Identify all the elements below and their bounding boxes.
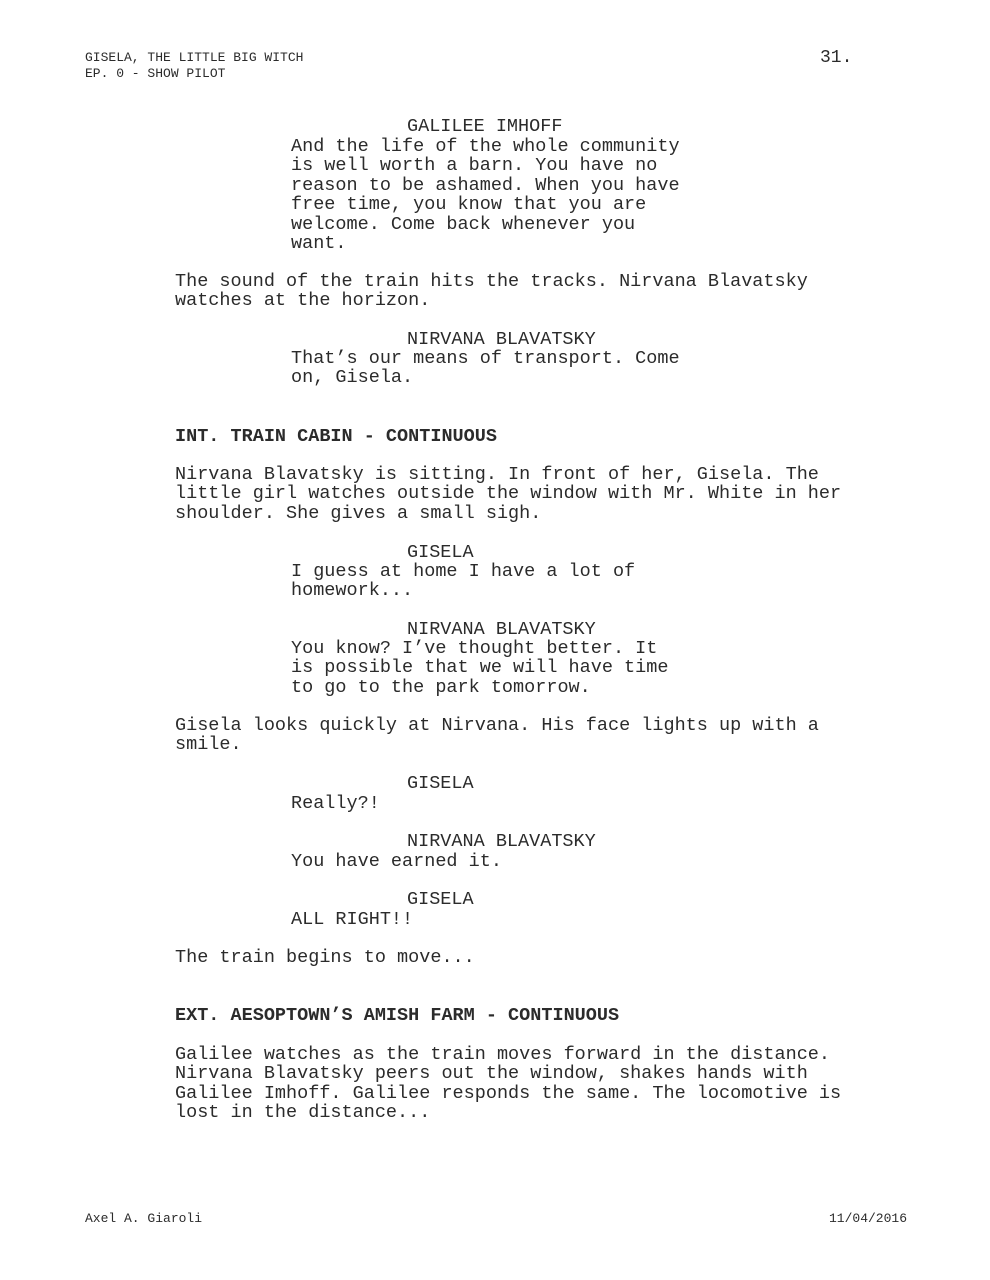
character-name: GISELA bbox=[407, 773, 474, 794]
action-line: The sound of the train hits the tracks. Nirvana Blavatsky watches at the horizon. bbox=[175, 271, 808, 312]
dialogue: ALL RIGHT!! bbox=[291, 909, 414, 930]
dialogue: You know? I’ve thought better. It is possible that we will have time to go to the park tomorrow. bbox=[291, 638, 669, 698]
scene-heading: EXT. AESOPTOWN’S AMISH FARM - CONTINUOUS bbox=[175, 1005, 620, 1026]
footer-date: 11/04/2016 bbox=[828, 1211, 907, 1226]
character-name: NIRVANA BLAVATSKY bbox=[407, 329, 596, 350]
dialogue: You have earned it. bbox=[291, 851, 502, 872]
action-line: Gisela looks quickly at Nirvana. His face lights up with a smile. bbox=[175, 715, 819, 756]
dialogue: And the life of the whole community is well worth a barn. You have no reason to be ashamed. When you have free time, you know that you are welcome. Come back whenever you want. bbox=[291, 136, 680, 255]
dialogue: Really?! bbox=[291, 793, 380, 814]
action-line: Nirvana Blavatsky is sitting. In front of her, Gisela. The little girl watches outside the window with Mr. White in her shoulder. She gives a small sigh. bbox=[175, 464, 842, 524]
dialogue: I guess at home I have a lot of homework... bbox=[291, 561, 636, 602]
character-name: NIRVANA BLAVATSKY bbox=[407, 831, 596, 852]
action-line: The train begins to move... bbox=[175, 947, 475, 968]
show-title: GISELA, THE LITTLE BIG WITCH bbox=[85, 50, 304, 65]
action-line: Galilee watches as the train moves forward in the distance. Nirvana Blavatsky peers out the window, shakes hands with Galilee Imhoff. Galilee responds the same. The locomotive is lost in the distance... bbox=[175, 1044, 842, 1124]
dialogue: That’s our means of transport. Come on, Gisela. bbox=[291, 348, 680, 389]
page-number: 31. bbox=[820, 48, 853, 68]
character-name: NIRVANA BLAVATSKY bbox=[407, 619, 596, 640]
character-name: GALILEE IMHOFF bbox=[407, 116, 563, 137]
page-header bbox=[85, 50, 303, 82]
character-name: GISELA bbox=[407, 542, 474, 563]
character-name: GISELA bbox=[407, 889, 474, 910]
episode-label: EP. 0 - SHOW PILOT bbox=[85, 66, 226, 81]
footer-author: Axel A. Giaroli bbox=[85, 1211, 203, 1226]
scene-heading: INT. TRAIN CABIN - CONTINUOUS bbox=[175, 426, 497, 447]
